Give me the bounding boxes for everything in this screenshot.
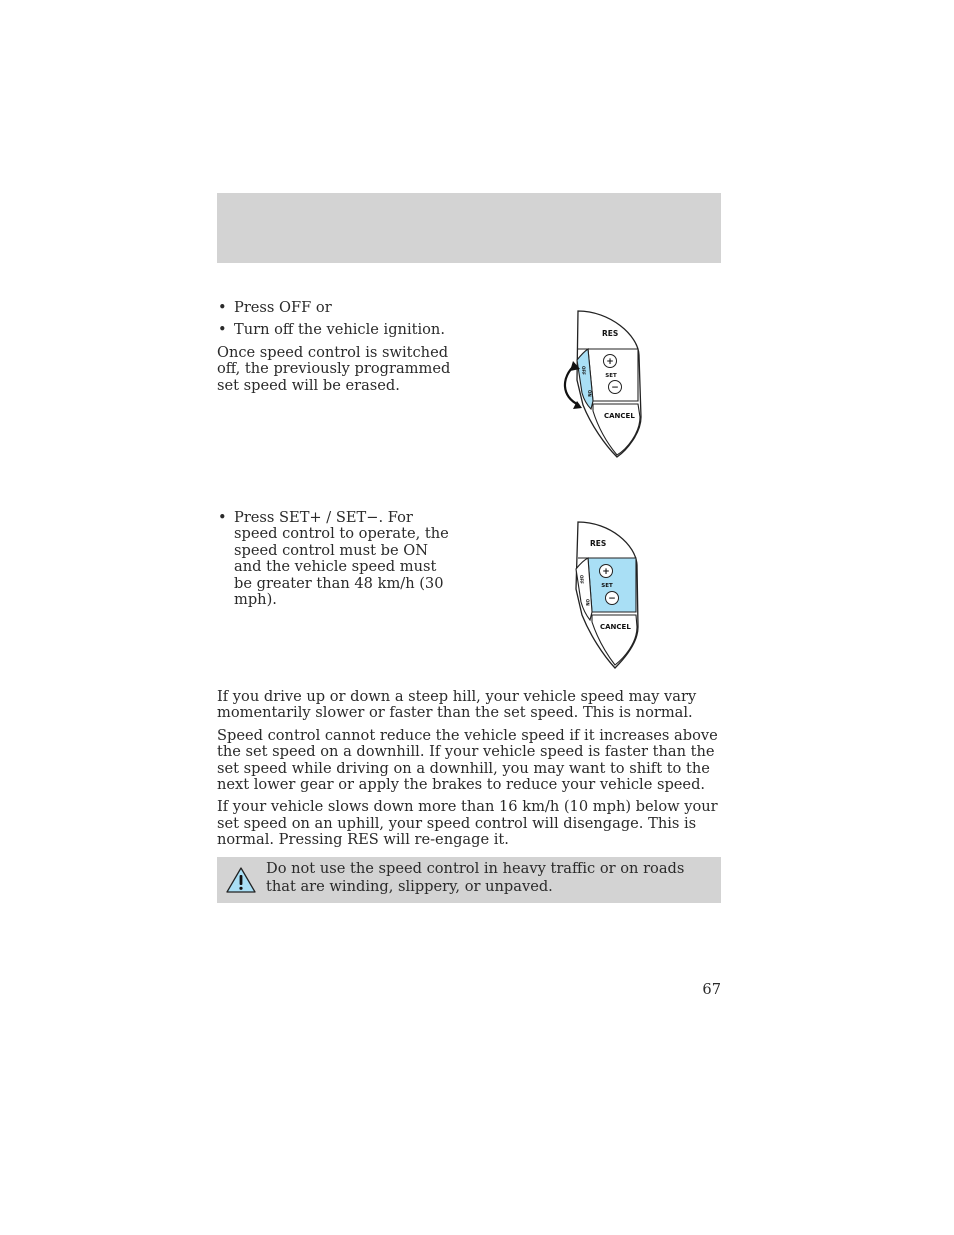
speed-control-switch-illustration-onoff bbox=[555, 305, 650, 465]
turn-off-instructions bbox=[217, 300, 467, 400]
bullet-text: Press OFF or bbox=[234, 299, 332, 316]
res-label: RES bbox=[590, 539, 607, 548]
set-plus-label: + bbox=[602, 567, 610, 577]
set-minus-label: − bbox=[608, 594, 616, 604]
set-minus-label: − bbox=[611, 383, 619, 393]
warning-triangle-icon bbox=[225, 866, 257, 894]
hill-driving-notes bbox=[217, 689, 721, 855]
bullet-text: Press SET+ / SET−. For speed control to operate, the speed control must be ON and the vehicle speed must be greater than 48 km/h (30 mph). bbox=[234, 509, 449, 609]
bullet-icon: • bbox=[218, 299, 227, 316]
paragraph: If you drive up or down a steep hill, your vehicle speed may vary momentarily slower or faster than the set speed. This is normal. bbox=[217, 688, 697, 722]
paragraph: If your vehicle slows down more than 16 km/h (10 mph) below your set speed on an uphill, your speed control will disengage. This is normal. Pressing RES will re-engage it. bbox=[217, 798, 718, 849]
set-label: SET bbox=[605, 373, 617, 379]
off-label: OFF bbox=[581, 366, 586, 375]
warning-text: Do not use the speed control in heavy traffic or on roads that are winding, slippery, or unpaved. bbox=[266, 860, 685, 895]
erase-note: Once speed control is switched off, the previously programmed set speed will be erased. bbox=[217, 343, 451, 394]
list-item bbox=[217, 510, 457, 608]
bullet-icon: • bbox=[218, 321, 227, 339]
list-item bbox=[217, 322, 467, 338]
warning-box bbox=[217, 857, 721, 903]
speed-control-switch-illustration-set bbox=[560, 517, 650, 677]
on-label: ON bbox=[585, 599, 590, 606]
list-item bbox=[217, 300, 467, 316]
cancel-label: CANCEL bbox=[600, 623, 631, 631]
paragraph: Speed control cannot reduce the vehicle speed if it increases above the set speed on a downhill. If your vehicle speed is faster than the set speed while driving on a downhill, you may want to shift to the next lower gear or apply the brakes to reduce your vehicle speed. bbox=[217, 726, 718, 794]
on-label: ON bbox=[587, 390, 592, 397]
set-speed-instructions bbox=[217, 510, 457, 614]
bullet-icon: • bbox=[218, 509, 227, 526]
bullet-text: Turn off the vehicle ignition. bbox=[234, 321, 445, 339]
section-header-band bbox=[217, 193, 721, 263]
off-label: OFF bbox=[579, 575, 584, 584]
page-number: 67 bbox=[702, 981, 721, 998]
cancel-label: CANCEL bbox=[604, 412, 635, 420]
set-label: SET bbox=[601, 583, 613, 589]
res-label: RES bbox=[602, 329, 619, 338]
set-plus-label: + bbox=[606, 357, 614, 367]
